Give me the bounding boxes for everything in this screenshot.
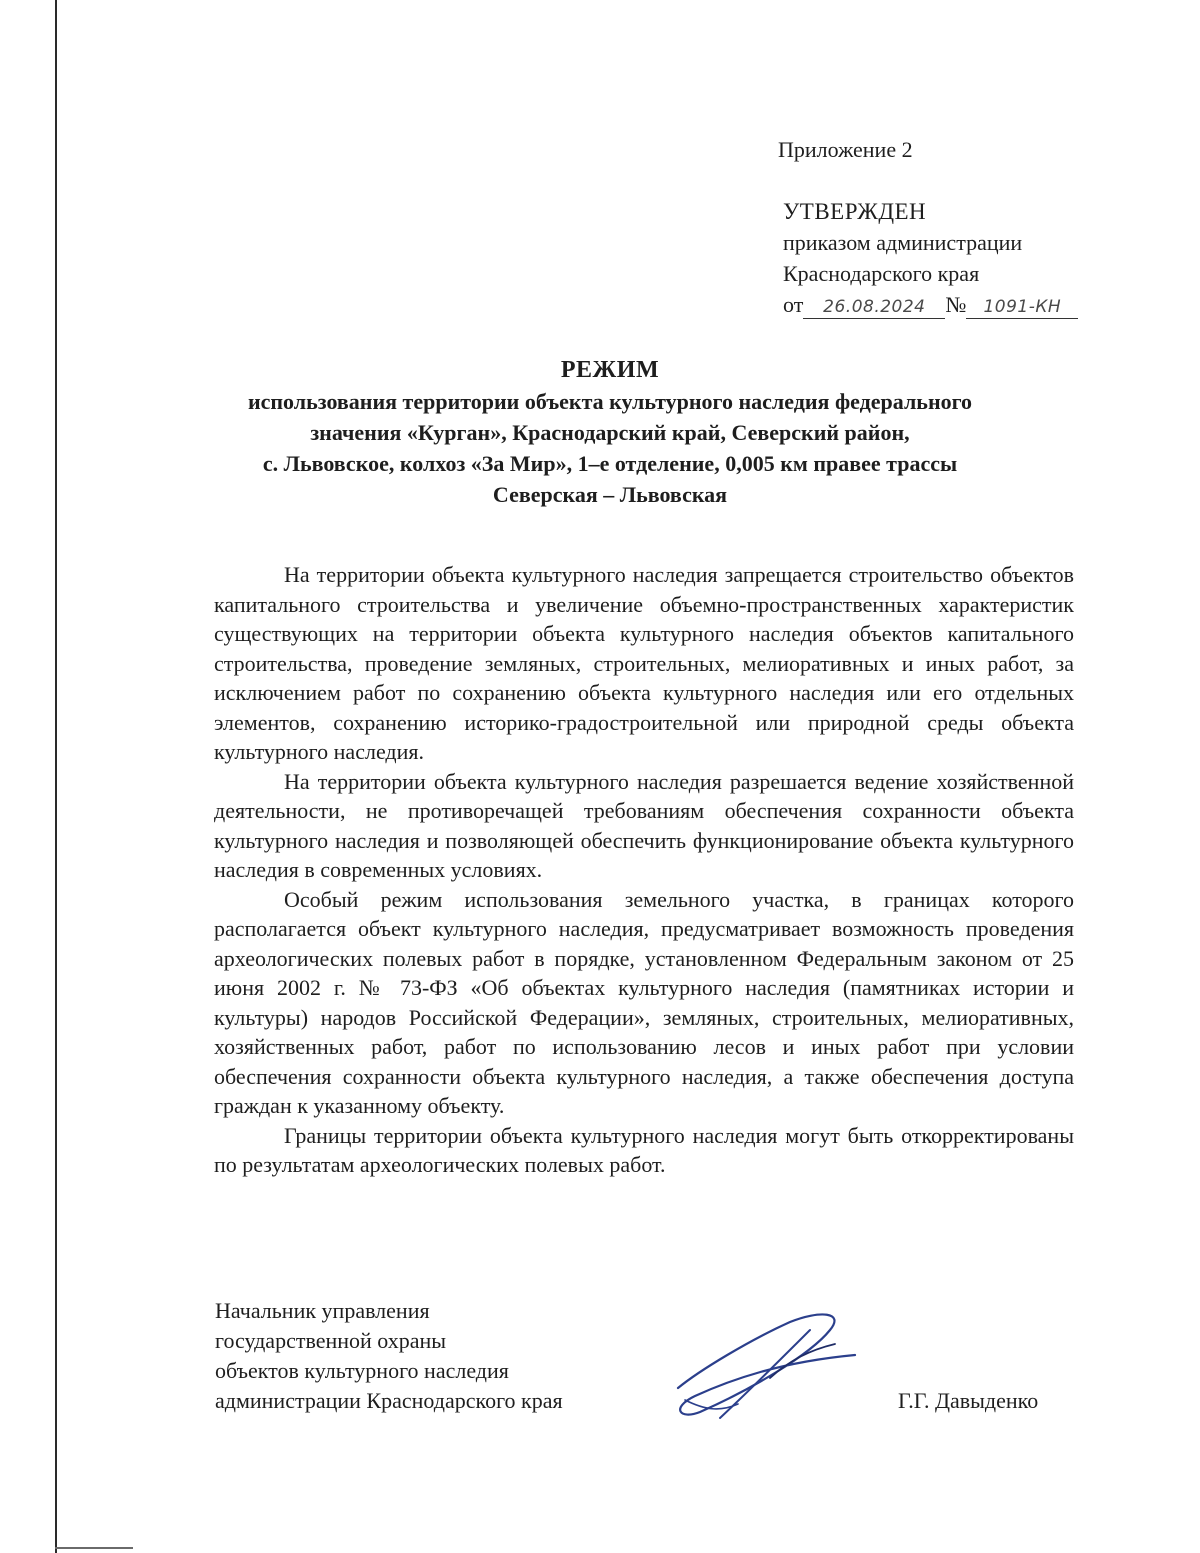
title-main: РЕЖИМ (560, 357, 660, 383)
order-date-number-line (783, 289, 1078, 320)
signatory-position-line: Начальник управления (215, 1298, 430, 1323)
page-edge-bottom (55, 1547, 133, 1549)
approval-block (783, 196, 1078, 320)
page-edge-left (55, 0, 57, 1553)
title-line-4: Северская – Львовская (492, 482, 728, 507)
document-body (214, 560, 1074, 1180)
body-paragraph: На территории объекта культурного наследия запрещается строительство объектов капитального строительства и увеличение объемно-пространственных характеристик существующих на территории объекта культурного наследия объектов капитального строительства, проведение земляных, строительных, мелиоративных и иных работ, за исключением работ по сохранению объекта культурного наследия или его отдельных элементов, сохранению историко-градостроительной или природной среды объекта культурного наследия. (214, 562, 1074, 764)
signature-stroke (720, 1330, 810, 1418)
order-number-handwritten: 1091-КН (966, 296, 1078, 319)
order-date-handwritten: 26.08.2024 (803, 296, 945, 319)
body-paragraph: На территории объекта культурного наследия разрешается ведение хозяйственной деятельности, не противоречащей требованиям обеспечения сохранности объекта культурного наследия и позволяющей обеспечить функционирование объекта культурного наследия в современных условиях. (214, 768, 1074, 882)
title-line-1: использования территории объекта культурного наследия федерального (247, 389, 973, 414)
signatory-position-line: объектов культурного наследия (215, 1358, 509, 1383)
document-title (150, 355, 1070, 510)
title-line-2: значения «Курган», Краснодарский край, Северский район, (310, 420, 910, 445)
body-paragraph: Границы территории объекта культурного наследия могут быть откорректированы по результатам археологических полевых работ. (214, 1122, 1074, 1177)
handwritten-signature (660, 1300, 860, 1440)
number-prefix: № (945, 292, 967, 317)
signatory-position (215, 1296, 563, 1416)
title-line-3: с. Львовское, колхоз «За Мир», 1–е отделение, 0,005 км правее трассы (262, 451, 958, 476)
body-paragraph: Особый режим использования земельного участка, в границах которого располагается объект культурного наследия, предусматривает возможность проведения археологических полевых работ в порядке, установленном Федеральным законом от 25 июня 2002 г. № 73-ФЗ «Об объектах культурного наследия (памятниках истории и культуры) народов Российской Федерации», земляных, строительных, мелиоративных, хозяйственных работ, работ по использованию лесов и иных работ при условии обеспечения сохранности объекта культурного наследия, а также обеспечения доступа граждан к указанному объекту. (214, 886, 1074, 1118)
approval-heading: УТВЕРЖДЕН (783, 199, 927, 224)
date-prefix: от (783, 292, 804, 317)
approval-line-1: приказом администрации (783, 230, 1023, 255)
signatory-name: Г.Г. Давыденко (898, 1388, 1039, 1413)
signatory-position-line: государственной охраны (215, 1328, 447, 1353)
appendix-label: Приложение 2 (778, 137, 913, 162)
signature-stroke (678, 1314, 855, 1414)
signatory-position-line: администрации Краснодарского края (215, 1388, 563, 1413)
approval-line-2: Краснодарского края (783, 261, 980, 286)
